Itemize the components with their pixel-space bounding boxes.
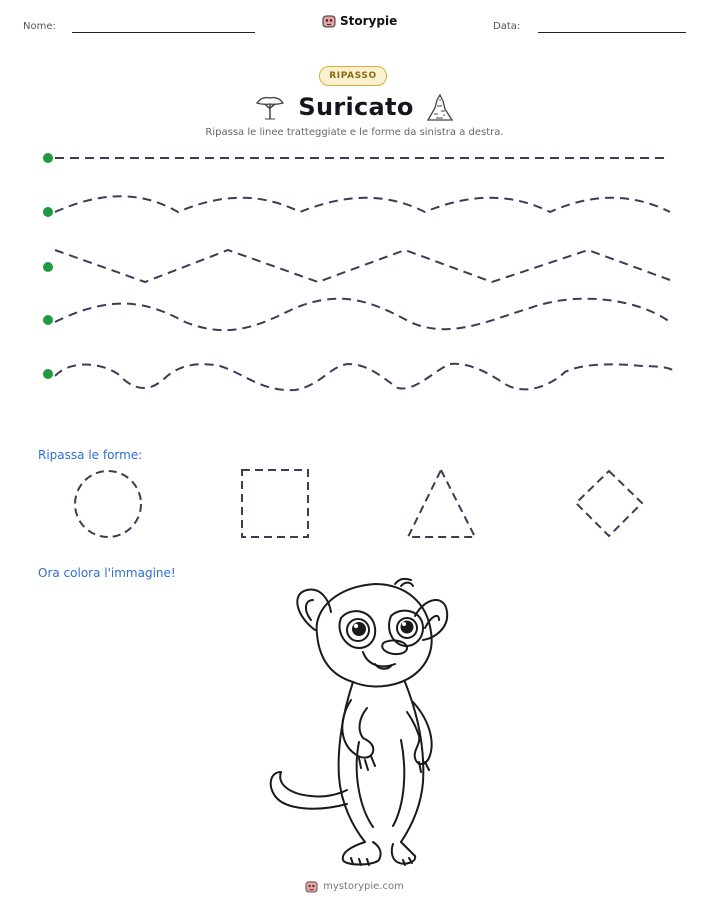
footer-url[interactable]: mystorypie.com bbox=[323, 881, 404, 892]
storypie-logo-icon bbox=[305, 880, 318, 893]
tracing-shapes[interactable] bbox=[0, 460, 709, 550]
tracing-start-dot bbox=[43, 207, 53, 217]
acacia-tree-icon bbox=[254, 94, 286, 120]
trace-shape-circle bbox=[75, 471, 141, 537]
trace-shape-square bbox=[242, 470, 308, 537]
trace-shape-diamond bbox=[576, 471, 642, 536]
brand-name: Storypie bbox=[340, 14, 398, 28]
tracing-start-dot bbox=[43, 369, 53, 379]
page-title: Suricato bbox=[298, 93, 414, 121]
brand-logo bbox=[322, 14, 397, 28]
date-field[interactable] bbox=[538, 32, 686, 33]
name-field[interactable] bbox=[72, 32, 255, 33]
storypie-logo-icon bbox=[322, 14, 336, 28]
footer bbox=[0, 880, 709, 893]
meerkat-coloring-drawing[interactable] bbox=[255, 572, 455, 867]
tracing-line-gentle-wave bbox=[55, 299, 670, 330]
tracing-line-bumpy-wave bbox=[55, 364, 672, 390]
title-row bbox=[254, 90, 454, 124]
tracing-lines[interactable] bbox=[0, 140, 709, 400]
date-label: Data: bbox=[493, 21, 521, 32]
name-label: Nome: bbox=[23, 21, 56, 32]
tracing-line-zigzag bbox=[55, 250, 670, 282]
tracing-start-dot bbox=[43, 262, 53, 272]
instructions: Ripassa le linee tratteggiate e le forme da sinistra a destra. bbox=[205, 127, 504, 138]
termite-mound-icon bbox=[426, 92, 454, 122]
tracing-line-wave bbox=[55, 196, 670, 212]
coloring-heading: Ora colora l'immagine! bbox=[38, 566, 176, 580]
tracing-start-dot bbox=[43, 153, 53, 163]
trace-shape-triangle bbox=[408, 470, 475, 537]
tracing-start-dot bbox=[43, 315, 53, 325]
review-badge: RIPASSO bbox=[319, 66, 387, 86]
shapes-heading: Ripassa le forme: bbox=[38, 448, 143, 462]
